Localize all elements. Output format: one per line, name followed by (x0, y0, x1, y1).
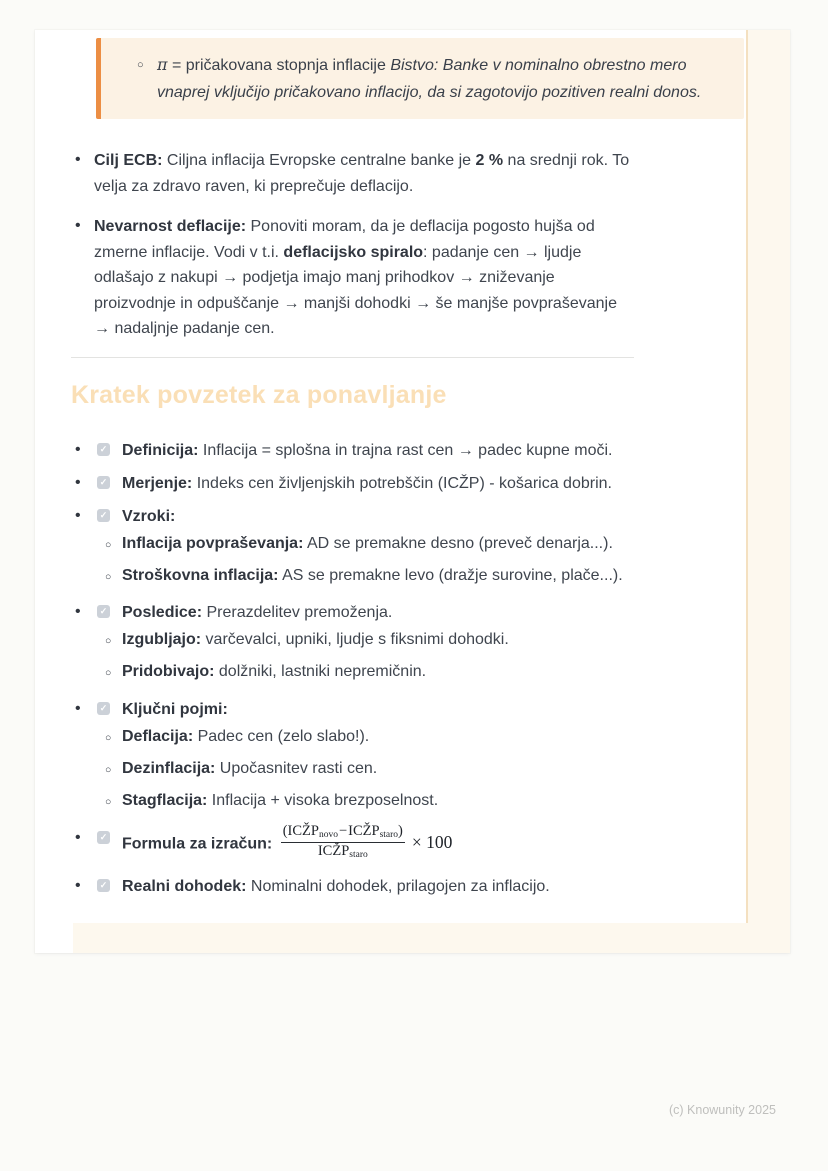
item-text: : padanje cen → ljudje odlašajo z nakupi → podjetja imajo manj prihodkov → zniževanje proizvodnje in odpuščanje → manjši dohodki → še manjše povpraševanje → nadaljnje padanje cen. (94, 243, 617, 337)
circle-marker-icon: ○ (105, 570, 112, 583)
sub-item-text: AD se premakne desno (preveč denarja...). (303, 534, 613, 552)
circle-marker-icon: ○ (105, 763, 112, 776)
sub-item (105, 788, 637, 814)
summary-checklist (71, 438, 746, 900)
bullet-icon: • (75, 876, 81, 894)
item-label: Posledice: (122, 603, 203, 621)
checklist-item-formula (71, 822, 637, 863)
formula-numerator: $(ICŽP_{novo}-ICŽP_{staro})$ (281, 824, 405, 844)
item-text: Indeks cen življenjskih potrebščin (ICŽP) - košarica dobrin. (192, 474, 612, 492)
sub-list (105, 531, 637, 589)
item-label: Nevarnost deflacije: (94, 218, 247, 235)
circle-marker-icon: ○ (105, 538, 112, 551)
bullet-item-deflation-danger (71, 214, 637, 342)
formula-denominator: $ICŽP_{staro}$ (317, 843, 368, 860)
check-icon: ✓ (99, 605, 108, 616)
sub-item-label: Deflacija: (122, 727, 194, 745)
checklist-item-vzroki (71, 504, 637, 589)
formula-times-100: × 100 (411, 832, 453, 852)
circle-marker-icon: ○ (105, 795, 112, 808)
sub-item (105, 756, 637, 782)
sub-item-label: Izgubljajo: (122, 630, 202, 648)
item-bold-text: 2 % (475, 152, 504, 169)
bullet-icon: • (75, 440, 81, 458)
checkbox-checked-icon (97, 605, 110, 618)
check-icon: ✓ (99, 443, 108, 454)
checkbox-checked-icon (97, 443, 110, 456)
item-label: Formula za izračun: (122, 835, 273, 853)
checkbox-checked-icon (97, 702, 110, 715)
item-text: Ponoviti moram, da je deflacija pogosto hujša od zmerne inflacije. Vodi v t.i. (94, 218, 595, 261)
checkbox-checked-icon (97, 879, 110, 892)
item-text: Ciljna inflacija Evropske centralne banke je (162, 152, 476, 169)
checklist-item-posledice (71, 600, 637, 685)
pi-symbol: π (157, 55, 168, 74)
item-text: Inflacija = splošna in trajna rast cen → padec kupne moči. (198, 441, 613, 459)
check-icon: ✓ (99, 879, 108, 890)
bullet-item-ecb-goal (71, 148, 637, 199)
circle-marker-icon: ○ (137, 59, 144, 71)
sub-item (105, 724, 637, 750)
bullet-icon: • (75, 473, 81, 491)
checklist-item-realni-dohodek (71, 874, 637, 900)
item-text: Nominalni dohodek, prilagojen za inflacijo. (246, 877, 550, 895)
bullet-list (71, 148, 746, 342)
item-label: Definicija: (122, 441, 199, 459)
content-sheet (35, 30, 748, 923)
check-icon: ✓ (99, 831, 108, 842)
bullet-icon: • (75, 217, 81, 234)
checklist-item-kljucni-pojmi (71, 697, 637, 814)
bullet-icon: • (75, 699, 81, 717)
bullet-icon: • (75, 602, 81, 620)
sub-item (105, 563, 637, 589)
sub-item (105, 659, 637, 685)
bullet-icon: • (75, 828, 81, 846)
callout-normal-text: = pričakovana stopnja inflacije (167, 57, 391, 74)
inflation-formula (281, 824, 453, 861)
sub-item-label: Inflacija povpraševanja: (122, 534, 304, 552)
sub-item (105, 627, 637, 653)
sub-item-text: dolžniki, lastniki nepremičnin. (214, 662, 427, 680)
item-bold-text: deflacijsko spiralo (283, 243, 424, 261)
item-text: Prerazdelitev premoženja. (202, 603, 393, 621)
sub-item-label: Dezinflacija: (122, 759, 216, 777)
formula-fraction (281, 824, 405, 861)
sub-item-label: Stagflacija: (122, 791, 208, 809)
item-label: Vzroki: (122, 507, 176, 525)
sub-list (105, 627, 637, 685)
circle-marker-icon: ○ (105, 666, 112, 679)
bullet-icon: • (75, 151, 81, 168)
item-text: na srednji rok. To velja za zdravo raven, ki preprečuje deflacijo. (94, 152, 630, 195)
sub-item-text: AS se premakne levo (dražje surovine, plače...). (278, 566, 623, 584)
checklist-item-definicija (71, 438, 637, 464)
check-icon: ✓ (99, 476, 108, 487)
bullet-icon: • (75, 506, 81, 524)
callout-italic-text: Bistvo: Banke v nominalno obrestno mero vnaprej vključijo pričakovano inflacijo, da si zagotovijo pozitiven realni donos. (157, 57, 702, 101)
sub-item-label: Pridobivajo: (122, 662, 215, 680)
document-page (35, 30, 790, 953)
sub-item-text: Inflacija + visoka brezposelnost. (207, 791, 439, 809)
item-label: Realni dohodek: (122, 877, 247, 895)
item-label: Merjenje: (122, 474, 193, 492)
circle-marker-icon: ○ (105, 731, 112, 744)
sub-list (105, 724, 637, 814)
sub-item-text: Padec cen (zelo slabo!). (193, 727, 370, 745)
sub-item-label: Stroškovna inflacija: (122, 566, 279, 584)
item-label: Ključni pojmi: (122, 700, 228, 718)
item-label: Cilj ECB: (94, 152, 163, 169)
summary-heading: Kratek povzetek za ponavljanje (71, 380, 447, 409)
check-icon: ✓ (99, 702, 108, 713)
checkbox-checked-icon (97, 831, 110, 844)
sub-item-text: Upočasnitev rasti cen. (215, 759, 378, 777)
checklist-item-merjenje (71, 471, 637, 497)
copyright-notice: (c) Knowunity 2025 (668, 1103, 776, 1117)
checkbox-checked-icon (97, 476, 110, 489)
section-divider (71, 357, 634, 358)
callout-text (101, 51, 718, 106)
sub-item-text: varčevalci, upniki, ljudje s fiksnimi dohodki. (201, 630, 509, 648)
sub-item (105, 531, 637, 557)
callout-note (96, 38, 744, 119)
circle-marker-icon: ○ (105, 634, 112, 647)
check-icon: ✓ (99, 509, 108, 520)
checkbox-checked-icon (97, 509, 110, 522)
